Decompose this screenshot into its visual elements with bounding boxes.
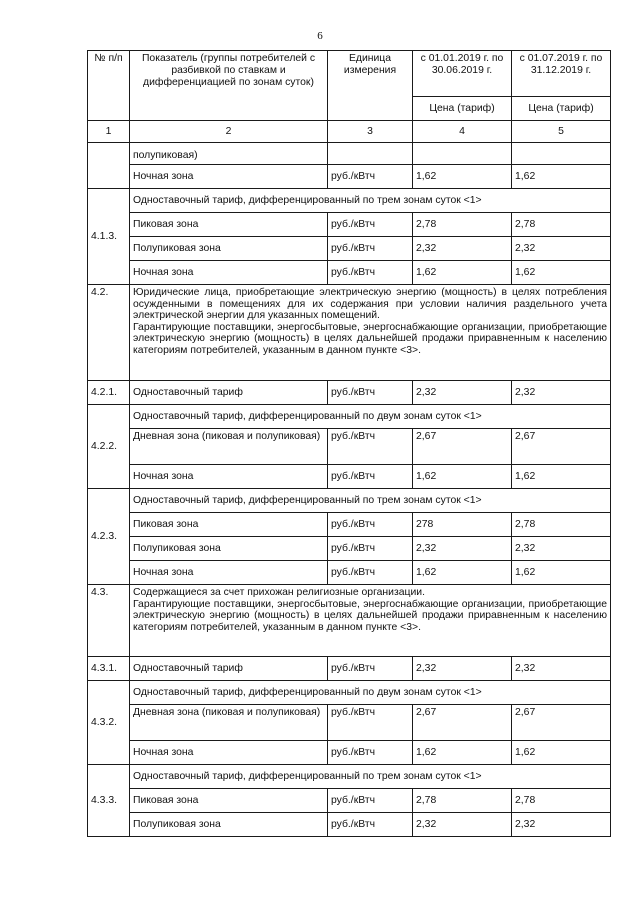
row-unit: руб./кВтч [328,381,413,405]
section-row [88,189,611,213]
table-row [88,741,611,765]
row-unit: руб./кВтч [328,465,413,489]
row-unit: руб./кВтч [328,261,413,285]
header-price-1: Цена (тариф) [413,97,512,121]
row-value-2: 2,32 [512,657,611,681]
section-title: Одноставочный тариф, дифференцированный по двум зонам суток <1> [130,681,611,705]
table-row [88,813,611,837]
row-label: Полупиковая зона [130,813,328,837]
table-row [88,561,611,585]
row-unit: руб./кВтч [328,789,413,813]
row-value-2: 1,62 [512,165,611,189]
section-row [88,405,611,429]
row-value-1: 2,78 [413,789,512,813]
table-row [88,213,611,237]
section-row [88,681,611,705]
row-value-2: 1,62 [512,561,611,585]
index-cell: 3 [328,121,413,143]
header-period-1: с 01.01.2019 г. по 30.06.2019 г. [413,51,512,97]
index-cell: 1 [88,121,130,143]
row-value-1: 2,78 [413,213,512,237]
row-num: 4.3.2. [88,681,130,765]
row-num: 4.2.3. [88,489,130,585]
row-num: 4.3.3. [88,765,130,837]
row-label: Дневная зона (пиковая и полупиковая) [130,705,328,741]
row-value-2: 2,32 [512,237,611,261]
row-num [88,143,130,189]
tariff-table [87,50,611,837]
row-unit: руб./кВтч [328,561,413,585]
row-unit: руб./кВтч [328,213,413,237]
row-label: Полупиковая зона [130,537,328,561]
row-unit: руб./кВтч [328,513,413,537]
row-value-1: 2,67 [413,429,512,465]
row-value-1: 1,62 [413,165,512,189]
row-label: Одноставочный тариф [130,657,328,681]
table-row [88,537,611,561]
row-label: Ночная зона [130,261,328,285]
header-period-2: с 01.07.2019 г. по 31.12.2019 г. [512,51,611,97]
section-description [130,585,611,657]
row-value-1: 2,32 [413,537,512,561]
row-value-1: 2,32 [413,813,512,837]
row-value-2: 2,78 [512,213,611,237]
row-label: Полупиковая зона [130,237,328,261]
page-number: 6 [317,30,323,42]
table-row [88,381,611,405]
header-num: № п/п [88,51,130,121]
row-unit: руб./кВтч [328,237,413,261]
index-cell: 2 [130,121,328,143]
table-row [88,237,611,261]
row-value-1: 1,62 [413,741,512,765]
section-text: Гарантирующие поставщики, энергосбытовые, энергоснабжающие организации, приобретающие электрическую энергию (мощность) в целях дальнейшей продажи приравненным к населению категориям потребителей, указанным в данном пункте <3>. [133,321,607,356]
row-unit [328,143,413,165]
row-unit: руб./кВтч [328,813,413,837]
row-value-1: 2,67 [413,705,512,741]
row-value-1: 278 [413,513,512,537]
header-unit: Единица измерения [328,51,413,121]
row-num: 4.2. [88,285,130,381]
row-label: Пиковая зона [130,789,328,813]
row-label: Ночная зона [130,561,328,585]
row-unit: руб./кВтч [328,429,413,465]
row-label: Ночная зона [130,165,328,189]
section-text: Содержащиеся за счет прихожан религиозные организации. [133,587,425,598]
table-row [88,705,611,741]
row-value-2: 1,62 [512,741,611,765]
row-value-2: 2,78 [512,789,611,813]
section-row [88,285,611,381]
table-row [88,513,611,537]
row-value-1: 2,32 [413,657,512,681]
row-num: 4.3. [88,585,130,657]
row-unit: руб./кВтч [328,657,413,681]
row-unit: руб./кВтч [328,705,413,741]
section-row [88,765,611,789]
header-price-2: Цена (тариф) [512,97,611,121]
row-value-2: 2,32 [512,537,611,561]
row-value-2: 1,62 [512,261,611,285]
row-value-2: 2,67 [512,705,611,741]
section-row [88,585,611,657]
section-title: Одноставочный тариф, дифференцированный по двум зонам суток <1> [130,405,611,429]
row-label: полупиковая) [130,143,328,165]
row-num: 4.1.3. [88,189,130,285]
row-value-1: 2,32 [413,237,512,261]
index-cell: 5 [512,121,611,143]
row-value-1: 1,62 [413,465,512,489]
row-label: Ночная зона [130,741,328,765]
row-value-1 [413,143,512,165]
row-value-2: 2,32 [512,813,611,837]
row-value-1: 1,62 [413,261,512,285]
row-label: Одноставочный тариф [130,381,328,405]
row-label: Пиковая зона [130,513,328,537]
section-text: Юридические лица, приобретающие электрическую энергию (мощность) в целях потребления осужденными в помещениях для их содержания при условии наличия раздельного учета электрической энергии для указанных помещений. [133,287,607,321]
table-row [88,429,611,465]
index-cell: 4 [413,121,512,143]
row-num: 4.2.1. [88,381,130,405]
row-label: Пиковая зона [130,213,328,237]
table-row [88,465,611,489]
row-value-2: 2,78 [512,513,611,537]
table-row [88,143,611,165]
row-label: Дневная зона (пиковая и полупиковая) [130,429,328,465]
section-title: Одноставочный тариф, дифференцированный по трем зонам суток <1> [130,489,611,513]
table-row [88,789,611,813]
row-num: 4.2.2. [88,405,130,489]
section-title: Одноставочный тариф, дифференцированный по трем зонам суток <1> [130,189,611,213]
section-text: Гарантирующие поставщики, энергосбытовые, энергоснабжающие организации, приобретающие электрическую энергию (мощность) в целях дальнейшей продажи приравненным к населению категориям потребителей, указанным в данном пункте <3>. [133,598,607,633]
row-value-1: 2,32 [413,381,512,405]
section-title: Одноставочный тариф, дифференцированный по трем зонам суток <1> [130,765,611,789]
row-value-2: 1,62 [512,465,611,489]
row-value-2: 2,67 [512,429,611,465]
row-unit: руб./кВтч [328,165,413,189]
table-row [88,261,611,285]
column-index-row [88,121,611,143]
section-description [130,285,611,381]
row-unit: руб./кВтч [328,741,413,765]
section-row [88,489,611,513]
table-row [88,657,611,681]
table-row [88,165,611,189]
row-num: 4.3.1. [88,657,130,681]
row-value-1: 1,62 [413,561,512,585]
row-unit: руб./кВтч [328,537,413,561]
row-label: Ночная зона [130,465,328,489]
header-indicator: Показатель (группы потребителей с разбивкой по ставкам и дифференциацией по зонам суток) [130,51,328,121]
row-value-2: 2,32 [512,381,611,405]
row-value-2 [512,143,611,165]
header-row [88,51,611,97]
